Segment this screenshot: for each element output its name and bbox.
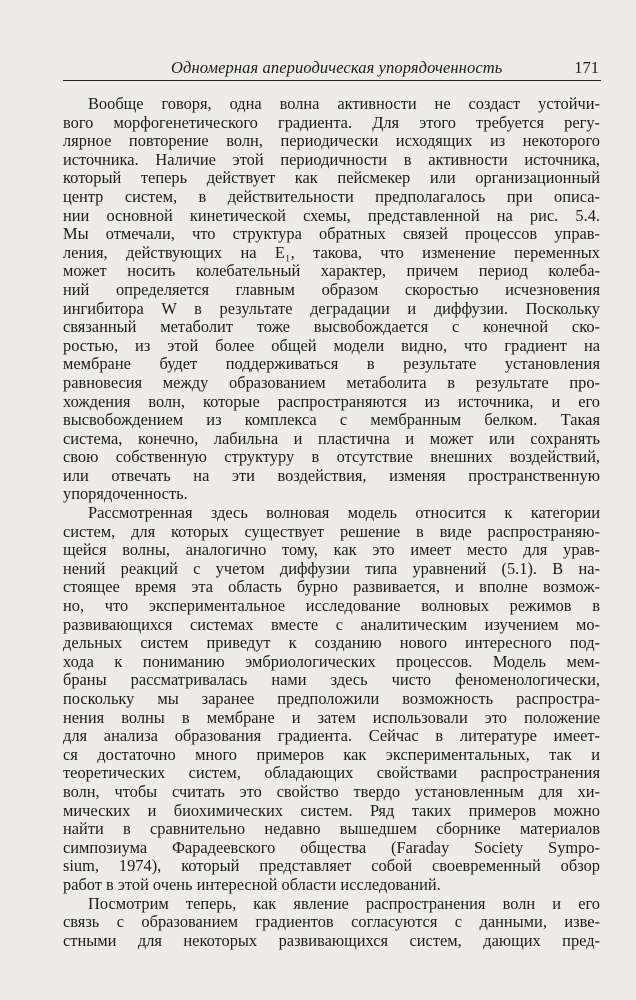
text-line: ростью, из этой более общей модели видно, что градиент на [63, 336, 600, 355]
text-line: теоретических систем, обладающих свойствами распространения [63, 764, 600, 783]
text-line: ся достаточно много примеров как экспериментальных, так и [63, 745, 600, 764]
text-line: упорядоченность. [63, 485, 188, 504]
text-line: мических и биохимических систем. Ряд таких примеров можно [63, 801, 600, 820]
text-line: симпозиума Фарадеевского общества (Faraday Society Sympo- [63, 838, 600, 857]
text-line: нений реакций с учетом диффузии типа уравнений (5.1). В на- [63, 559, 600, 578]
text-line: источника. Наличие этой периодичности в активности источника, [63, 150, 600, 169]
page-number: 171 [574, 58, 599, 77]
text-line: лярное повторение волн, периодически исходящих из некоторого [63, 132, 600, 151]
text-line: хода к пониманию эмбриологических процессов. Модель мем- [63, 652, 600, 671]
text-line: связь с образованием градиентов согласуются с данными, изве- [63, 913, 600, 932]
text-line: мембране будет поддерживаться в результате установления [63, 355, 600, 374]
text-line: браны рассматривалась нами здесь чисто феноменологически, [63, 671, 600, 690]
text-line: дельных систем приведут к созданию нового интересного под- [63, 634, 600, 653]
text-line: щейся волны, аналогично тому, как это имеет место для урав- [63, 541, 600, 560]
text-line: или отвечать на эти воздействия, изменяя пространственную [63, 466, 600, 485]
text-line: ингибитора W в результате деградации и диффузии. Поскольку [63, 299, 600, 318]
text-line: но, что экспериментальное исследование волновых режимов в [63, 597, 600, 616]
text-line: Мы отмечали, что структура обратных связей процессов управ- [63, 225, 600, 244]
running-header [63, 54, 601, 81]
text-line: систем, для которых существует решение в виде распространяю- [63, 522, 600, 541]
text-line: для анализа образования градиента. Сейчас в литературе имеет- [63, 727, 600, 746]
text-line: развивающихся системах вместе с аналитическим изучением мо- [63, 615, 600, 634]
paragraph [63, 504, 600, 894]
text-line: ления, действующих на E₁, такова, что изменение переменных [63, 243, 600, 262]
text-line: высвобождением из комплекса с мембранным белком. Такая [63, 411, 600, 430]
text-line: ний определяется главным образом скоростью исчезновения [63, 280, 600, 299]
text-line: система, конечно, лабильна и пластична и может или сохранять [63, 429, 600, 448]
text-line: связанный метаболит тоже высвобождается с конечной ско- [63, 318, 600, 337]
text-line: нии основной кинетической схемы, представленной на рис. 5.4. [63, 206, 600, 225]
text-line: стными для некоторых развивающихся систем, дающих пред- [63, 931, 600, 950]
text-line: вого морфогенетического градиента. Для этого требуется регу- [63, 113, 600, 132]
text-line: найти в сравнительно недавно вышедшем сборнике материалов [63, 820, 600, 839]
text-line: равновесия между образованием метаболита в результате про- [63, 373, 600, 392]
text-line: работ в этой очень интересной области исследований. [63, 875, 441, 894]
text-line: хождения волн, которые распространяются из источника, и его [63, 392, 600, 411]
text-line: волн, чтобы считать это свойство твердо установленным для хи- [63, 782, 600, 801]
text-line: Рассмотренная здесь волновая модель относится к категории [88, 504, 600, 523]
text-line: sium, 1974), который представляет собой своевременный обзор [63, 857, 600, 876]
text-line: который теперь действует как пейсмекер или организационный [63, 169, 600, 188]
text-line: стоящее время эта область бурно развивается, и вполне возмож- [63, 578, 600, 597]
paragraph [63, 895, 600, 951]
text-line: может носить колебательный характер, причем период колеба- [63, 262, 600, 281]
body-text [63, 95, 600, 950]
text-line: центр систем, в действительности предполагалось при описа- [63, 187, 600, 206]
text-line: нения волны в мембране и затем использовали это положение [63, 708, 600, 727]
paragraph [63, 95, 600, 504]
text-line: свою собственную структуру в отсутствие внешних воздействий, [63, 448, 600, 467]
text-line: Посмотрим теперь, как явление распространения волн и его [88, 894, 600, 913]
running-title: Одномерная апериодическая упорядоченность [171, 58, 503, 77]
text-line: поскольку мы заранее предположили возможность распростра- [63, 690, 600, 708]
text-line: Вообще говоря, одна волна активности не создаст устойчи- [88, 95, 600, 113]
